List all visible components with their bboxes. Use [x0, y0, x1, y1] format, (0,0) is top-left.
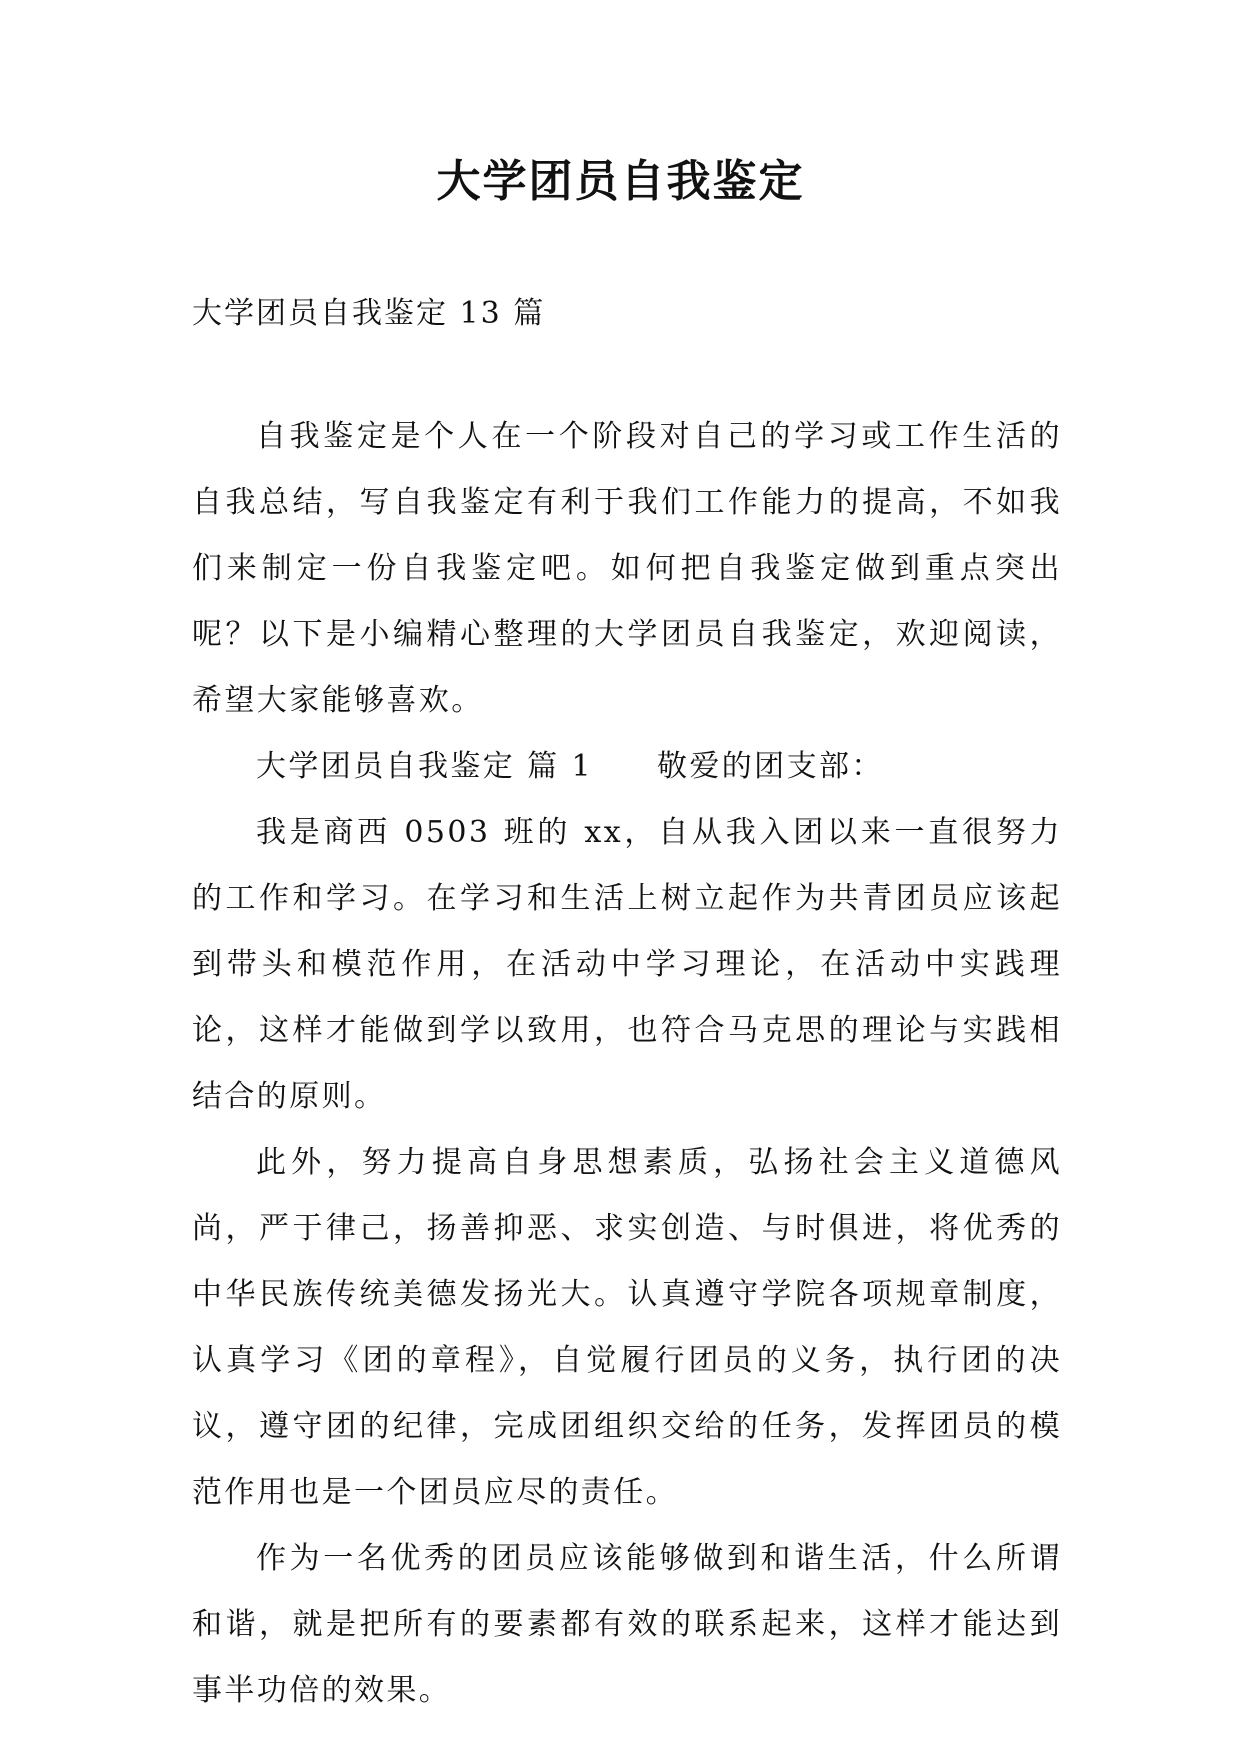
section-heading: 大学团员自我鉴定 篇 1: [256, 749, 593, 784]
document-body: [192, 404, 1062, 1724]
body-paragraph: 我是商西 0503 班的 xx，自从我入团以来一直很努力的工作和学习。在学习和生活上树立起作为共青团员应该起到带头和模范作用，在活动中学习理论，在活动中实践理论，这样才能做到学以致用，也符合马克思的理论与实践相结合的原则。: [192, 815, 1062, 1114]
document-title: 大学团员自我鉴定: [436, 156, 805, 207]
section-heading-line: [192, 734, 1062, 800]
salutation: 敬爱的团支部：: [656, 749, 884, 784]
document-subtitle: 大学团员自我鉴定 13 篇: [192, 296, 546, 331]
body-paragraph: 作为一名优秀的团员应该能够做到和谐生活，什么所谓和谐，就是把所有的要素都有效的联系起来，这样才能达到事半功倍的效果。: [192, 1541, 1062, 1708]
body-paragraph: 此外，努力提高自身思想素质，弘扬社会主义道德风尚，严于律己，扬善抑恶、求实创造、与时俱进，将优秀的中华民族传统美德发扬光大。认真遵守学院各项规章制度，认真学习《团的章程》，自觉履行团员的义务，执行团的决议，遵守团的纪律，完成团组织交给的任务，发挥团员的模范作用也是一个团员应尽的责任。: [192, 1145, 1062, 1510]
intro-paragraph: 自我鉴定是个人在一个阶段对自己的学习或工作生活的自我总结，写自我鉴定有利于我们工作能力的提高，不如我们来制定一份自我鉴定吧。如何把自我鉴定做到重点突出呢？以下是小编精心整理的大学团员自我鉴定，欢迎阅读，希望大家能够喜欢。: [192, 419, 1062, 718]
